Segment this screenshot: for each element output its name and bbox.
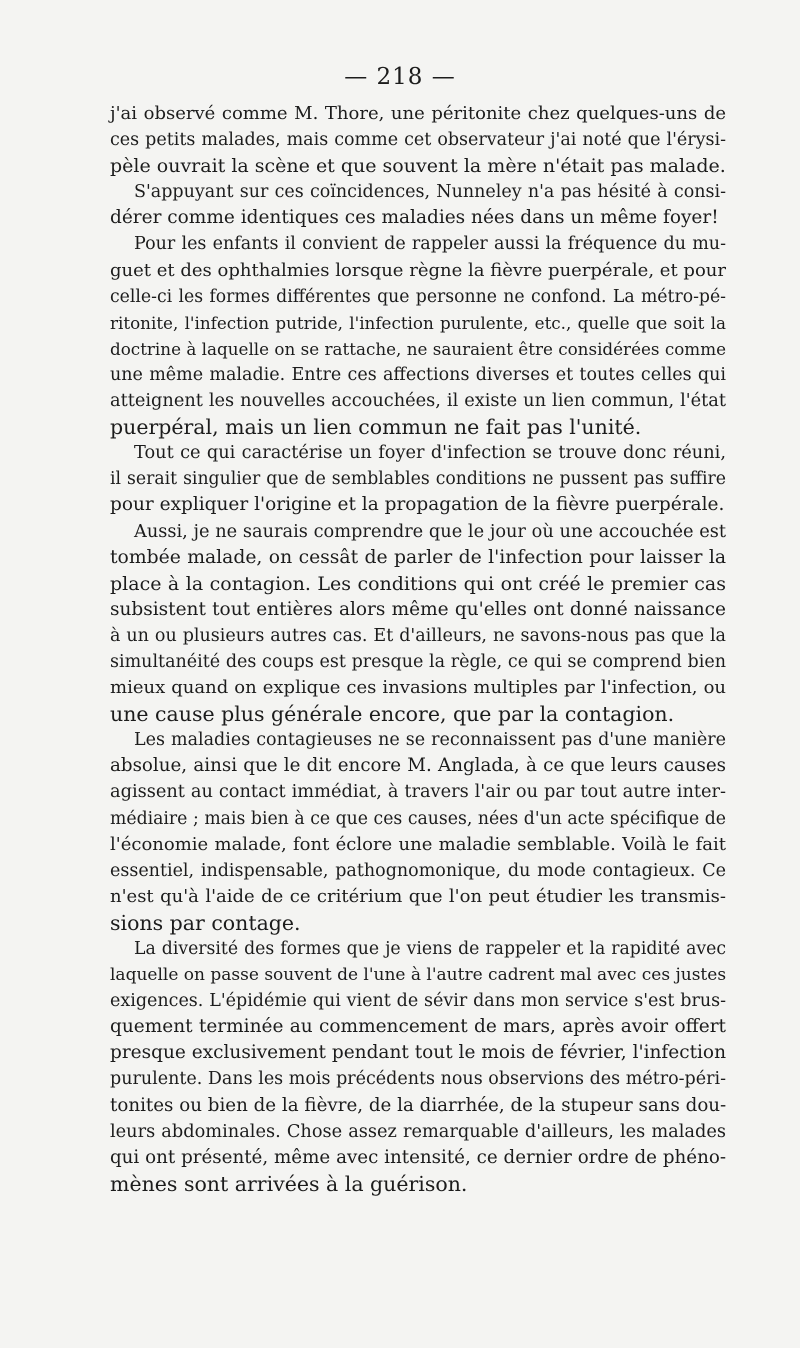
text-line: j'ai observé comme M. Thore, une péritonite chez quelques-uns de	[110, 103, 726, 124]
text-line: n'est qu'à l'aide de ce critérium que l'on peut étudier les transmis-	[110, 885, 726, 907]
text-line: laquelle on passe souvent de l'une à l'autre cadrent mal avec ces justes	[110, 965, 727, 986]
text-line: à un ou plusieurs autres cas. Et d'ailleurs, ne savons-nous pas que la	[110, 625, 726, 646]
body-text	[110, 101, 726, 1197]
text-line: une même maladie. Entre ces affections diverses et toutes celles qui	[110, 364, 726, 385]
text-line: Pour les enfants il convient de rappeler aussi la fréquence du mu-	[134, 234, 726, 255]
text-line: tombée malade, on cessât de parler de l'infection pour laisser la	[110, 546, 726, 568]
text-line: Aussi, je ne saurais comprendre que le jour où une accouchée est	[134, 521, 726, 542]
text-line: ces petits malades, mais comme cet observateur j'ai noté que l'érysi-	[110, 130, 726, 151]
text-line: pour expliquer l'origine et la propagation de la fièvre puerpérale.	[110, 494, 725, 516]
text-line: mènes sont arrivées à la guérison.	[110, 1171, 468, 1196]
text-line: doctrine à laquelle on se rattache, ne sauraient être considérées comme	[110, 338, 726, 359]
text-line: atteignent les nouvelles accouchées, il existe un lien commun, l'état	[110, 391, 726, 412]
text-line: S'appuyant sur ces coïncidences, Nunneley n'a pas hésité à consi-	[134, 182, 726, 203]
text-line: purulente. Dans les mois précédents nous observions des métro-péri-	[110, 1069, 726, 1090]
text-line: qui ont présenté, même avec intensité, ce dernier ordre de phéno-	[110, 1146, 726, 1168]
text-line: celle-ci les formes différentes que personne ne confond. La métro-pé-	[110, 286, 726, 307]
text-line: dérer comme identiques ces maladies nées dans un même foyer!	[110, 207, 719, 229]
text-line: médiaire ; mais bien à ce que ces causes, nées d'un acte spécifique de	[110, 808, 726, 829]
text-line: guet et des ophthalmies lorsque règne la fièvre puerpérale, et pour	[110, 259, 726, 281]
text-line: exigences. L'épidémie qui vient de sévir dans mon service s'est brus-	[110, 991, 726, 1012]
text-line: ritonite, l'infection putride, l'infection purulente, etc., quelle que soit la	[110, 312, 726, 333]
text-line: tonites ou bien de la fièvre, de la diarrhée, de la stupeur sans dou-	[110, 1094, 727, 1116]
text-line: Tout ce qui caractérise un foyer d'infection se trouve donc réuni,	[134, 443, 726, 464]
text-line: l'économie malade, font éclore une maladie semblable. Voilà le fait	[110, 833, 726, 855]
text-line: agissent au contact immédiat, à travers l'air ou par tout autre inter-	[110, 782, 726, 803]
text-line: simultanéité des coups est presque la règle, ce qui se comprend bien	[110, 651, 726, 672]
text-line: leurs abdominales. Chose assez remarquable d'ailleurs, les malades	[110, 1121, 726, 1142]
text-line: sions par contage.	[110, 910, 301, 935]
text-line: pèle ouvrait la scène et que souvent la mère n'était pas malade.	[110, 155, 726, 178]
text-line: quement terminée au commencement de mars, après avoir offert	[110, 1016, 726, 1038]
text-line: place à la contagion. Les conditions qui ont créé le premier cas	[110, 572, 726, 595]
text-line: il serait singulier que de semblables conditions ne pussent pas suffire	[110, 469, 726, 490]
text-line: La diversité des formes que je viens de rappeler et la rapidité avec	[134, 939, 726, 959]
text-line: absolue, ainsi que le dit encore M. Anglada, à ce que leurs causes	[110, 755, 726, 777]
text-line: Les maladies contagieuses ne se reconnaissent pas d'une manière	[134, 730, 726, 751]
text-line: presque exclusivement pendant tout le mois de février, l'infection	[110, 1042, 726, 1064]
text-line: une cause plus générale encore, que par la contagion.	[110, 702, 675, 727]
text-line: puerpéral, mais un lien commun ne fait pas l'unité.	[110, 415, 642, 440]
text-line: subsistent tout entières alors même qu'elles ont donné naissance	[110, 598, 726, 620]
page-number: — 218 —	[344, 64, 456, 90]
text-line: mieux quand on explique ces invasions multiples par l'infection, ou	[110, 677, 726, 699]
text-line: essentiel, indispensable, pathognomonique, du mode contagieux. Ce	[110, 860, 726, 881]
